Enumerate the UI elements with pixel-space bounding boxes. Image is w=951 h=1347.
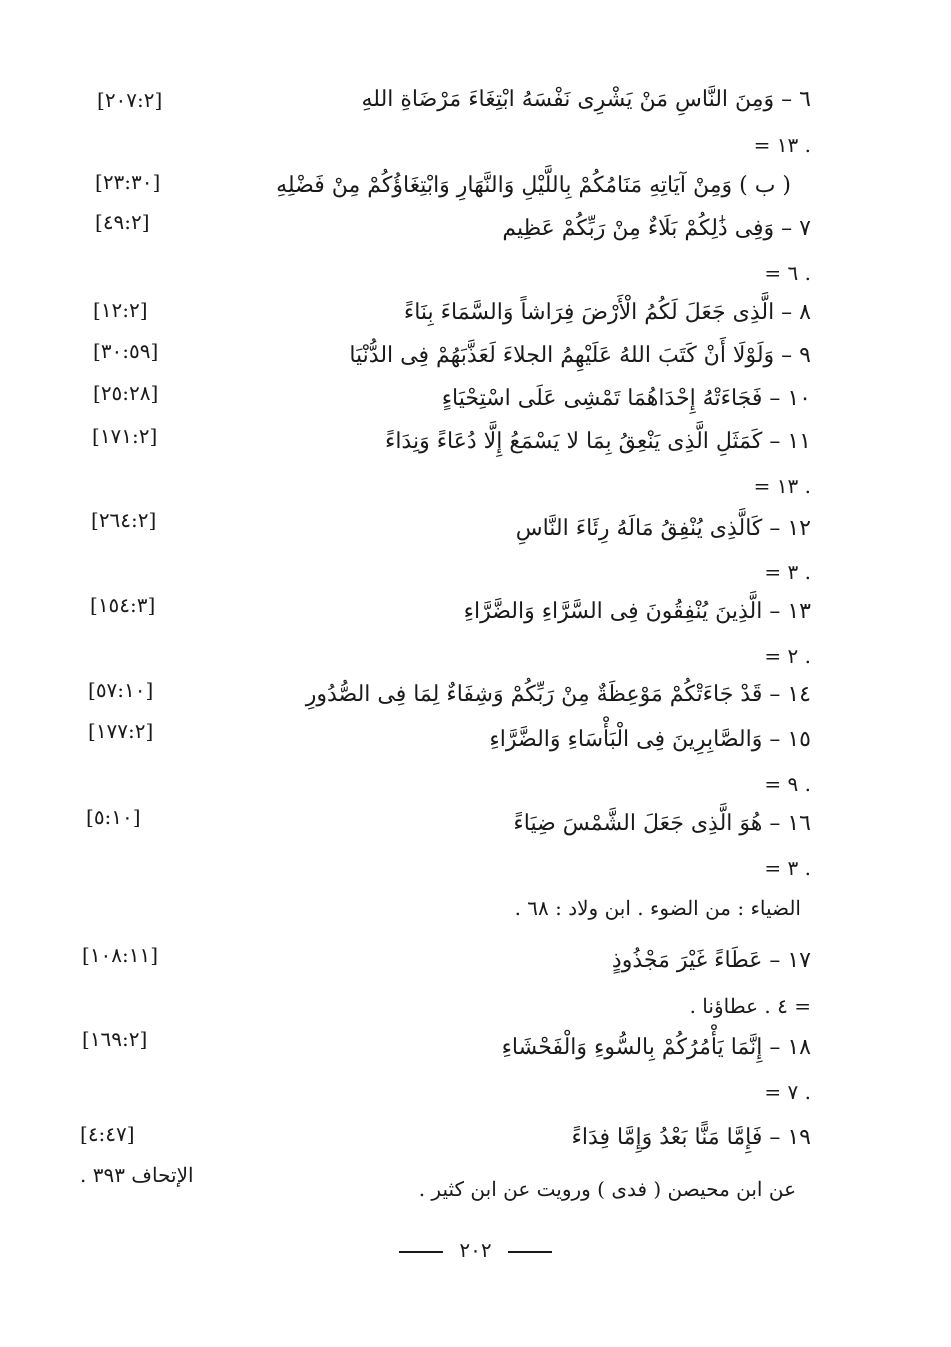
entry-7-reference: [٤٩:٢] [95,210,150,234]
entry-12-reference: [٢٦٤:٢] [91,508,157,532]
entry-13-reference: [١٥٤:٣] [90,593,156,617]
entry-15-reference: [١٧٧:٢] [88,719,154,743]
entry-19-reference: [٤:٤٧] [80,1122,135,1146]
count-line: = ١٣ . [753,133,811,157]
count-line: = ٤ . عطاؤنا . [689,994,811,1018]
entry-10-reference: [٢٥:٢٨] [93,381,159,405]
count-line: = ٩ . [764,772,811,796]
entry-9-reference: [٣٠:٥٩] [93,339,159,363]
note-line: الضياء : من الضوء . ابن ولاد : ٦٨ . [514,896,801,920]
entry-17: ١٧ – عَطَاءً غَيْرَ مَجْذُوذٍ [611,948,811,973]
count-line: = ٧ . [764,1080,811,1104]
entry-8-reference: [١٢:٢] [93,298,148,322]
entry-14: ١٤ – قَدْ جَاءَتْكُمْ مَوْعِظَةٌ مِنْ رَبِّكُمْ وَشِفَاءٌ لِمَا فِى الصُّدُورِ [305,682,811,707]
entry-b: ( ب ) وَمِنْ آيَاتِهِ مَنَامُكُمْ بِاللَّيْلِ وَالنَّهَارِ وَابْتِغَاؤُكُمْ مِنْ فَضْلِهِ [276,173,791,198]
entry-11-reference: [١٧١:٢] [92,424,158,448]
dash-right [508,1251,552,1253]
count-line: = ٢ . [764,644,811,668]
entry-9: ٩ – وَلَوْلَا أَنْ كَتَبَ اللهُ عَلَيْهِمُ الجلاءَ لَعَذَّبَهُمْ فِى الدُّنْيَا [349,343,811,368]
entry-12: ١٢ – كَالَّذِى يُنْفِقُ مَالَهُ رِئَاءَ النَّاسِ [515,516,811,541]
count-line: = ٦ . [764,261,811,285]
count-line: = ٣ . [764,856,811,880]
entry-17-reference: [١٠٨:١١] [82,943,159,967]
entry-b-reference: [٢٣:٣٠] [95,170,161,194]
entry-6: ٦ – وَمِنَ النَّاسِ مَنْ يَشْرِى نَفْسَهُ ابْتِغَاءَ مَرْضَاةِ اللهِ [361,87,811,112]
entry-14-reference: [٥٧:١٠] [88,678,154,702]
page-number-footer [0,1235,951,1265]
entry-15: ١٥ – وَالصَّابِرِينَ فِى الْبَأْسَاءِ وَالضَّرَّاءِ [489,727,811,752]
entry-18-reference: [١٦٩:٢] [82,1027,148,1051]
entry-7: ٧ – وَفِى ذَٰلِكُمْ بَلَاءٌ مِنْ رَبِّكُمْ عَظِيم [502,216,811,241]
count-line: = ٣ . [764,560,811,584]
count-line: = ١٣ . [753,474,811,498]
dash-left [399,1251,443,1253]
entry-16-reference: [٥:١٠] [86,805,141,829]
entry-13: ١٣ – الَّذِينَ يُنْفِقُونَ فِى السَّرَّاءِ وَالضَّرَّاءِ [463,599,811,624]
source-note: الإتحاف ٣٩٣ . [80,1163,194,1187]
page-number: ٢٠٢ [459,1238,492,1262]
entry-18: ١٨ – إِنَّمَا يَأْمُرُكُمْ بِالسُّوءِ وَالْفَحْشَاءِ [501,1035,811,1060]
entry-16: ١٦ – هُوَ الَّذِى جَعَلَ الشَّمْسَ ضِيَاءً [513,811,811,836]
entry-6-reference: [٢٠٧:٢] [97,88,163,112]
note-line: عن ابن محيصن ( فدى ) ورويت عن ابن كثير . [418,1177,796,1201]
entry-19: ١٩ – فَإِمَّا مَنًّا بَعْدُ وَإِمَّا فِدَاءً [571,1125,811,1150]
entry-10: ١٠ – فَجَاءَتْهُ إِحْدَاهُمَا تَمْشِى عَلَى اسْتِحْيَاءٍ [441,386,811,411]
entry-8: ٨ – الَّذِى جَعَلَ لَكُمُ الْأَرْضَ فِرَاشاً وَالسَّمَاءَ بِنَاءً [403,300,811,325]
entry-11: ١١ – كَمَثَلِ الَّذِى يَنْعِقُ بِمَا لا يَسْمَعُ إِلَّا دُعَاءً وَنِدَاءً [384,429,811,454]
